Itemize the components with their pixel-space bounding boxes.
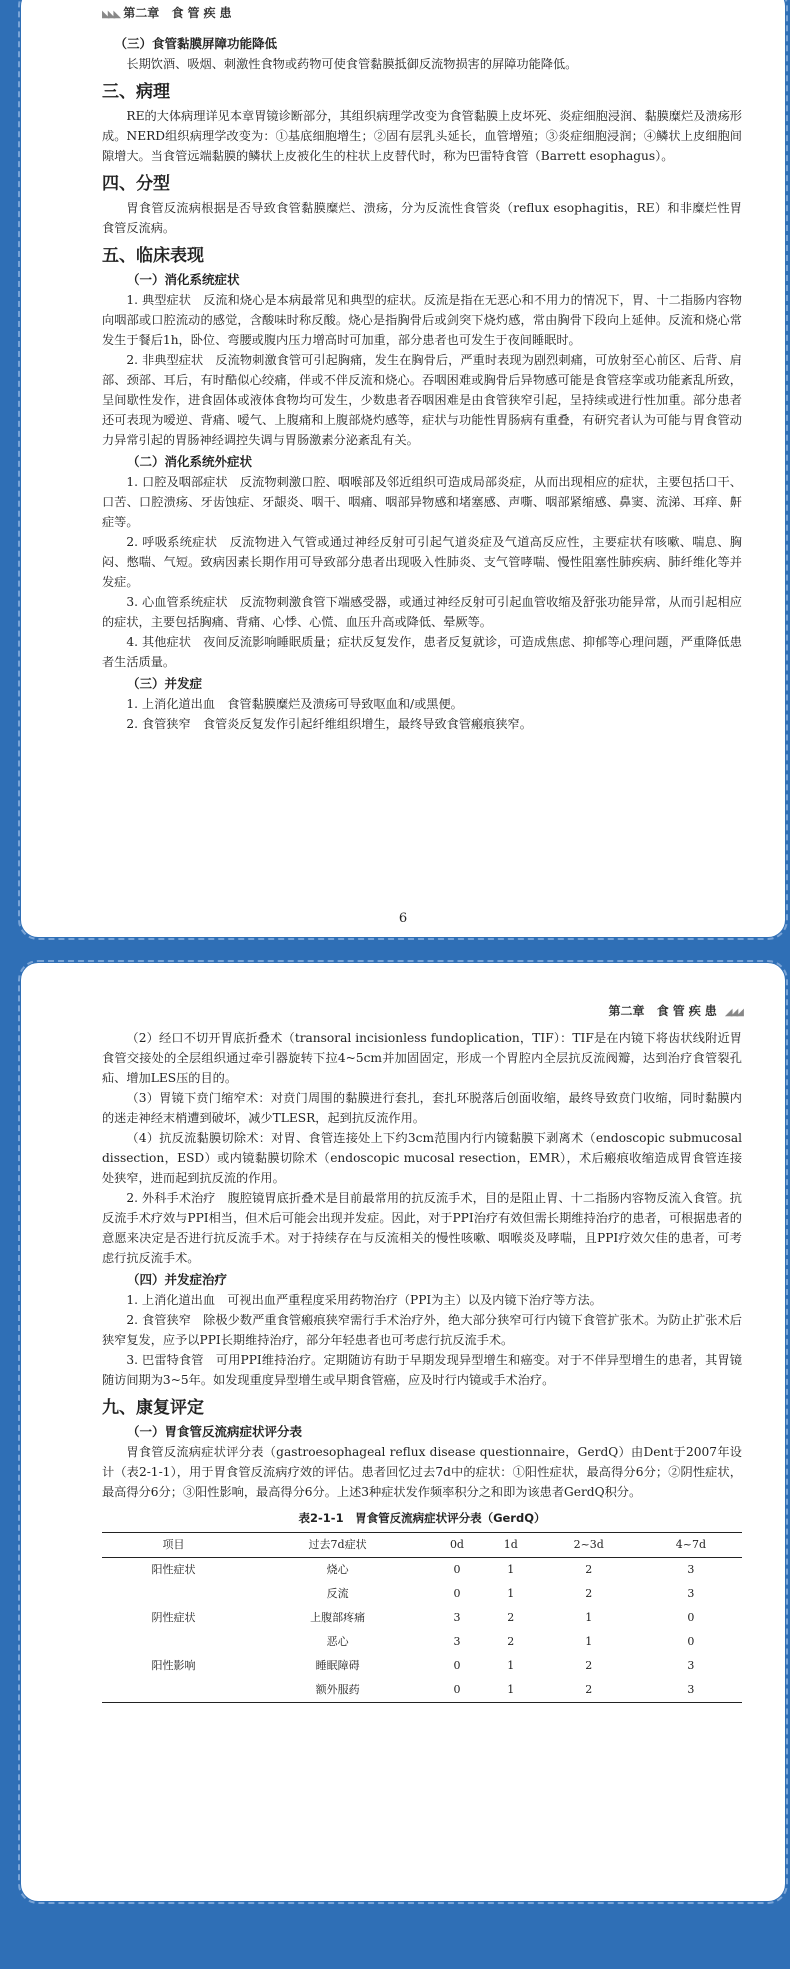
table-cell: 0 bbox=[687, 1635, 695, 1648]
book-page-2 bbox=[24, 966, 782, 1898]
table-cell: 1 bbox=[507, 1683, 515, 1696]
table-cell bbox=[102, 1630, 245, 1654]
subheading: （三）并发症 bbox=[127, 676, 203, 691]
subheading: （四）并发症治疗 bbox=[127, 1272, 228, 1287]
table-cell: 恶心 bbox=[326, 1635, 349, 1648]
paragraph: 1. 上消化道出血 食管黏膜糜烂及溃疡可导致呕血和/或黑便。 bbox=[126, 697, 463, 711]
table-row bbox=[102, 1606, 742, 1630]
header-title: 食管疾患 bbox=[171, 6, 236, 20]
table-cell: 2 bbox=[585, 1563, 593, 1576]
table-row bbox=[102, 1558, 742, 1583]
paragraph: 4. 其他症状 夜间反流影响睡眠质量；症状反复发作，患者反复就诊，可造成焦虑、抑郁等心理问题，严重降低患者生活质量。 bbox=[102, 635, 742, 669]
table-cell: 3 bbox=[453, 1611, 461, 1624]
table-cell: 1 bbox=[507, 1587, 515, 1600]
paragraph: 胃食管反流病根据是否导致食管黏膜糜烂、溃疡，分为反流性食管炎（reflux esophagitis，RE）和非糜烂性胃食管反流病。 bbox=[102, 201, 742, 235]
page-number: 6 bbox=[398, 911, 408, 926]
paragraph: 2. 食管狭窄 除极少数严重食管瘢痕狭窄需行手术治疗外，绝大部分狭窄可行内镜下食管扩张术。为防止扩张术后狭窄复发，应予以PPI长期维持治疗，部分年轻患者也可考虑行抗反流手术。 bbox=[102, 1313, 742, 1347]
section-heading: 三、病理 bbox=[102, 82, 170, 102]
paragraph: 2. 非典型症状 反流物刺激食管可引起胸痛，发生在胸骨后，严重时表现为剧烈刺痛，可放射至心前区、后背、肩部、颈部、耳后，有时酷似心绞痛，伴或不伴反流和烧心。吞咽困难或胸骨后异物感可能是食管痉挛或功能紊乱所致，呈间歇性发作，进食固体或液体食物均可发生，少数患者吞咽困难是由食管狭窄引起，呈持续或进行性加重。部分患者还可表现为嗳逆、背痛、嗳气、上腹痛和上腹部烧灼感等，症状与功能性胃肠病有重叠，有研究者认为可能与胃食管动力异常引起的胃肠神经调控失调与胃肠激素分泌紊乱有关。 bbox=[102, 353, 742, 447]
paragraph: 3. 巴雷特食管 可用PPI维持治疗。定期随访有助于早期发现异型增生和癌变。对于不伴异型增生的患者，其胃镜随访间期为3~5年。如发现重度异型增生或早期食管癌，应及时行内镜或手术治疗。 bbox=[102, 1353, 742, 1387]
table-cell bbox=[102, 1582, 245, 1606]
paragraph: 2. 食管狭窄 食管炎反复发作引起纤维组织增生，最终导致食管瘢痕狭窄。 bbox=[126, 717, 532, 731]
paragraph: 2. 外科手术治疗 腹腔镜胃底折叠术是目前最常用的抗反流手术，目的是阻止胃、十二指肠内容物反流入食管。抗反流手术疗效与PPI相当，但术后可能会出现并发症。因此，对于PPI治疗有效但需长期维持治疗的患者，可根据患者的意愿来决定是否进行抗反流手术。对于持续存在与反流相关的慢性咳嗽、咽喉炎及哮喘，且PPI疗效欠佳的患者，可考虑行抗反流手术。 bbox=[102, 1191, 742, 1265]
table-cell: 反流 bbox=[326, 1587, 349, 1600]
table-header-cell: 2~3d bbox=[573, 1538, 604, 1551]
paragraph: 2. 呼吸系统症状 反流物进入气管或通过神经反射可引起气道炎症及气道高反应性，主要症状有咳嗽、喘息、胸闷、憋喘、气短。致病因素长期作用可导致部分患者出现吸入性肺炎、支气管哮喘、慢性阻塞性肺疾病、肺纤维化等并发症。 bbox=[102, 535, 742, 589]
table-row bbox=[102, 1630, 742, 1654]
table-cell: 3 bbox=[453, 1635, 461, 1648]
table-row bbox=[102, 1654, 742, 1678]
page-body bbox=[102, 1028, 742, 1703]
table-header-row bbox=[102, 1533, 742, 1558]
table-header-cell: 1d bbox=[503, 1538, 518, 1551]
header-chapter: 第二章 bbox=[123, 6, 160, 20]
gerdq-table bbox=[102, 1532, 742, 1703]
table-cell: 睡眠障碍 bbox=[315, 1659, 360, 1672]
paragraph: RE的大体病理详见本章胃镜诊断部分，其组织病理学改变为食管黏膜上皮坏死、炎症细胞浸润、黏膜糜烂及溃疡形成。NERD组织病理学改变为：①基底细胞增生；②固有层乳头延长，血管增殖；③炎症细胞浸润；④鳞状上皮细胞间隙增大。当食管远端黏膜的鳞状上皮被化生的柱状上皮替代时，称为巴雷特食管（Barrett esophagus）。 bbox=[102, 109, 742, 163]
paragraph: 1. 口腔及咽部症状 反流物刺激口腔、咽喉部及邻近组织可造成局部炎症，从而出现相应的症状，主要包括口干、口苦、口腔溃疡、牙齿蚀症、牙龈炎、咽干、咽痛、咽部异物感和堵塞感、声嘶、咽部紧缩感、鼻窦、流涕、耳痒、鼾症等。 bbox=[102, 475, 742, 529]
table-cell: 3 bbox=[687, 1587, 695, 1600]
table-header-cell: 过去7d症状 bbox=[308, 1538, 367, 1551]
table-cell: 0 bbox=[453, 1563, 461, 1576]
page-frame-2 bbox=[8, 0, 782, 1969]
table-cell: 0 bbox=[453, 1587, 461, 1600]
paragraph: （2）经口不切开胃底折叠术（transoral incisionless fundoplication，TIF）：TIF是在内镜下将齿状线附近胃食管交接处的全层组织通过牵引器旋转下拉4~5cm并加固固定，形成一个胃腔内全层抗反流阀瓣，达到治疗食管裂孔疝、增加LES压的目的。 bbox=[102, 1031, 742, 1085]
table-cell: 2 bbox=[507, 1635, 515, 1648]
table-row bbox=[102, 1582, 742, 1606]
table-cell bbox=[102, 1678, 245, 1703]
table-cell: 3 bbox=[687, 1683, 695, 1696]
table-cell: 1 bbox=[507, 1563, 515, 1576]
subheading: （一）胃食管反流病症状评分表 bbox=[127, 1424, 303, 1439]
header-chapter: 第二章 bbox=[608, 1004, 645, 1018]
table-row bbox=[102, 1678, 742, 1703]
table-cell: 1 bbox=[585, 1611, 593, 1624]
header-triangles-icon: ◢◢◢ bbox=[724, 1007, 742, 1018]
section-heading: 九、康复评定 bbox=[102, 1398, 204, 1418]
running-header bbox=[609, 1002, 742, 1019]
paragraph: 长期饮酒、吸烟、刺激性食物或药物可使食管黏膜抵御反流物损害的屏障功能降低。 bbox=[126, 57, 578, 71]
table-header-cell: 4~7d bbox=[675, 1538, 707, 1551]
table-cell: 0 bbox=[453, 1659, 461, 1672]
section-heading: 四、分型 bbox=[102, 174, 170, 194]
table-cell: 3 bbox=[687, 1563, 695, 1576]
table-cell: 2 bbox=[507, 1611, 515, 1624]
paragraph: 胃食管反流病症状评分表（gastroesophageal reflux disease questionnaire，GerdQ）由Dent于2007年设计（表2-1-1），用于胃食管反流病疗效的评估。患者回忆过去7d中的症状：①阳性症状，最高得分6分；②阴性症状，最高得分6分；③阳性影响，最高得分6分。上述3种症状发作频率积分之和即为该患者GerdQ积分。 bbox=[102, 1445, 742, 1499]
paragraph: 1. 上消化道出血 可视出血严重程度采用药物治疗（PPI为主）以及内镜下治疗等方法。 bbox=[126, 1293, 602, 1307]
subheading: （三）食管黏膜屏障功能降低 bbox=[114, 36, 278, 51]
subheading: （一）消化系统症状 bbox=[127, 272, 240, 287]
table-header-cell: 项目 bbox=[162, 1538, 185, 1551]
table-cell: 额外服药 bbox=[315, 1683, 360, 1696]
paragraph: 3. 心血管系统症状 反流物刺激食管下端感受器，或通过神经反射可引起血管收缩及舒张功能异常，从而引起相应的症状，主要包括胸痛、背痛、心悸、心慌、血压升高或降低、晕厥等。 bbox=[102, 595, 742, 629]
table-cell: 0 bbox=[687, 1611, 695, 1624]
table-cell: 上腹部疼痛 bbox=[310, 1611, 366, 1624]
table-cell: 烧心 bbox=[326, 1563, 349, 1576]
table-cell: 2 bbox=[585, 1587, 593, 1600]
table-cell: 3 bbox=[687, 1659, 695, 1672]
table-caption: 表2-1-1 胃食管反流病症状评分表（GerdQ） bbox=[298, 1511, 546, 1525]
subheading: （二）消化系统外症状 bbox=[127, 454, 253, 469]
header-triangles-icon: ◣◣◣ bbox=[102, 9, 120, 20]
table-cell: 阴性症状 bbox=[151, 1611, 196, 1624]
table-cell: 1 bbox=[507, 1659, 515, 1672]
table-cell: 0 bbox=[453, 1683, 461, 1696]
header-title: 食管疾患 bbox=[656, 1004, 721, 1018]
table-cell: 阳性影响 bbox=[151, 1659, 196, 1672]
paragraph: （3）胃镜下贲门缩窄术：对贲门周围的黏膜进行套扎，套扎环脱落后创面收缩，最终导致贲门收缩，同时黏膜内的迷走神经末梢遭到破坏，减少TLESR，起到抗反流作用。 bbox=[102, 1091, 742, 1125]
section-heading: 五、临床表现 bbox=[102, 246, 204, 266]
table-cell: 2 bbox=[585, 1683, 593, 1696]
table-cell: 1 bbox=[585, 1635, 593, 1648]
paragraph: （4）抗反流黏膜切除术：对胃、食管连接处上下约3cm范围内行内镜黏膜下剥离术（endoscopic submucosal dissection，ESD）或内镜黏膜切除术（endoscopic mucosal resection，EMR），术后瘢痕收缩造成胃食管连接处狭窄，进而起到抗反流的作用。 bbox=[102, 1131, 742, 1185]
table-cell: 阳性症状 bbox=[151, 1563, 196, 1576]
table-cell: 2 bbox=[585, 1659, 593, 1672]
paragraph: 1. 典型症状 反流和烧心是本病最常见和典型的症状。反流是指在无恶心和不用力的情况下，胃、十二指肠内容物向咽部或口腔流动的感觉，含酸味时称反酸。烧心是指胸骨后或剑突下烧灼感，常由胸骨下段向上延伸。反流和烧心常发生于餐后1h，卧位、弯腰或腹内压力增高时可加重，部分患者也可发生于夜间睡眠时。 bbox=[102, 293, 742, 347]
table-header-cell: 0d bbox=[449, 1538, 464, 1551]
